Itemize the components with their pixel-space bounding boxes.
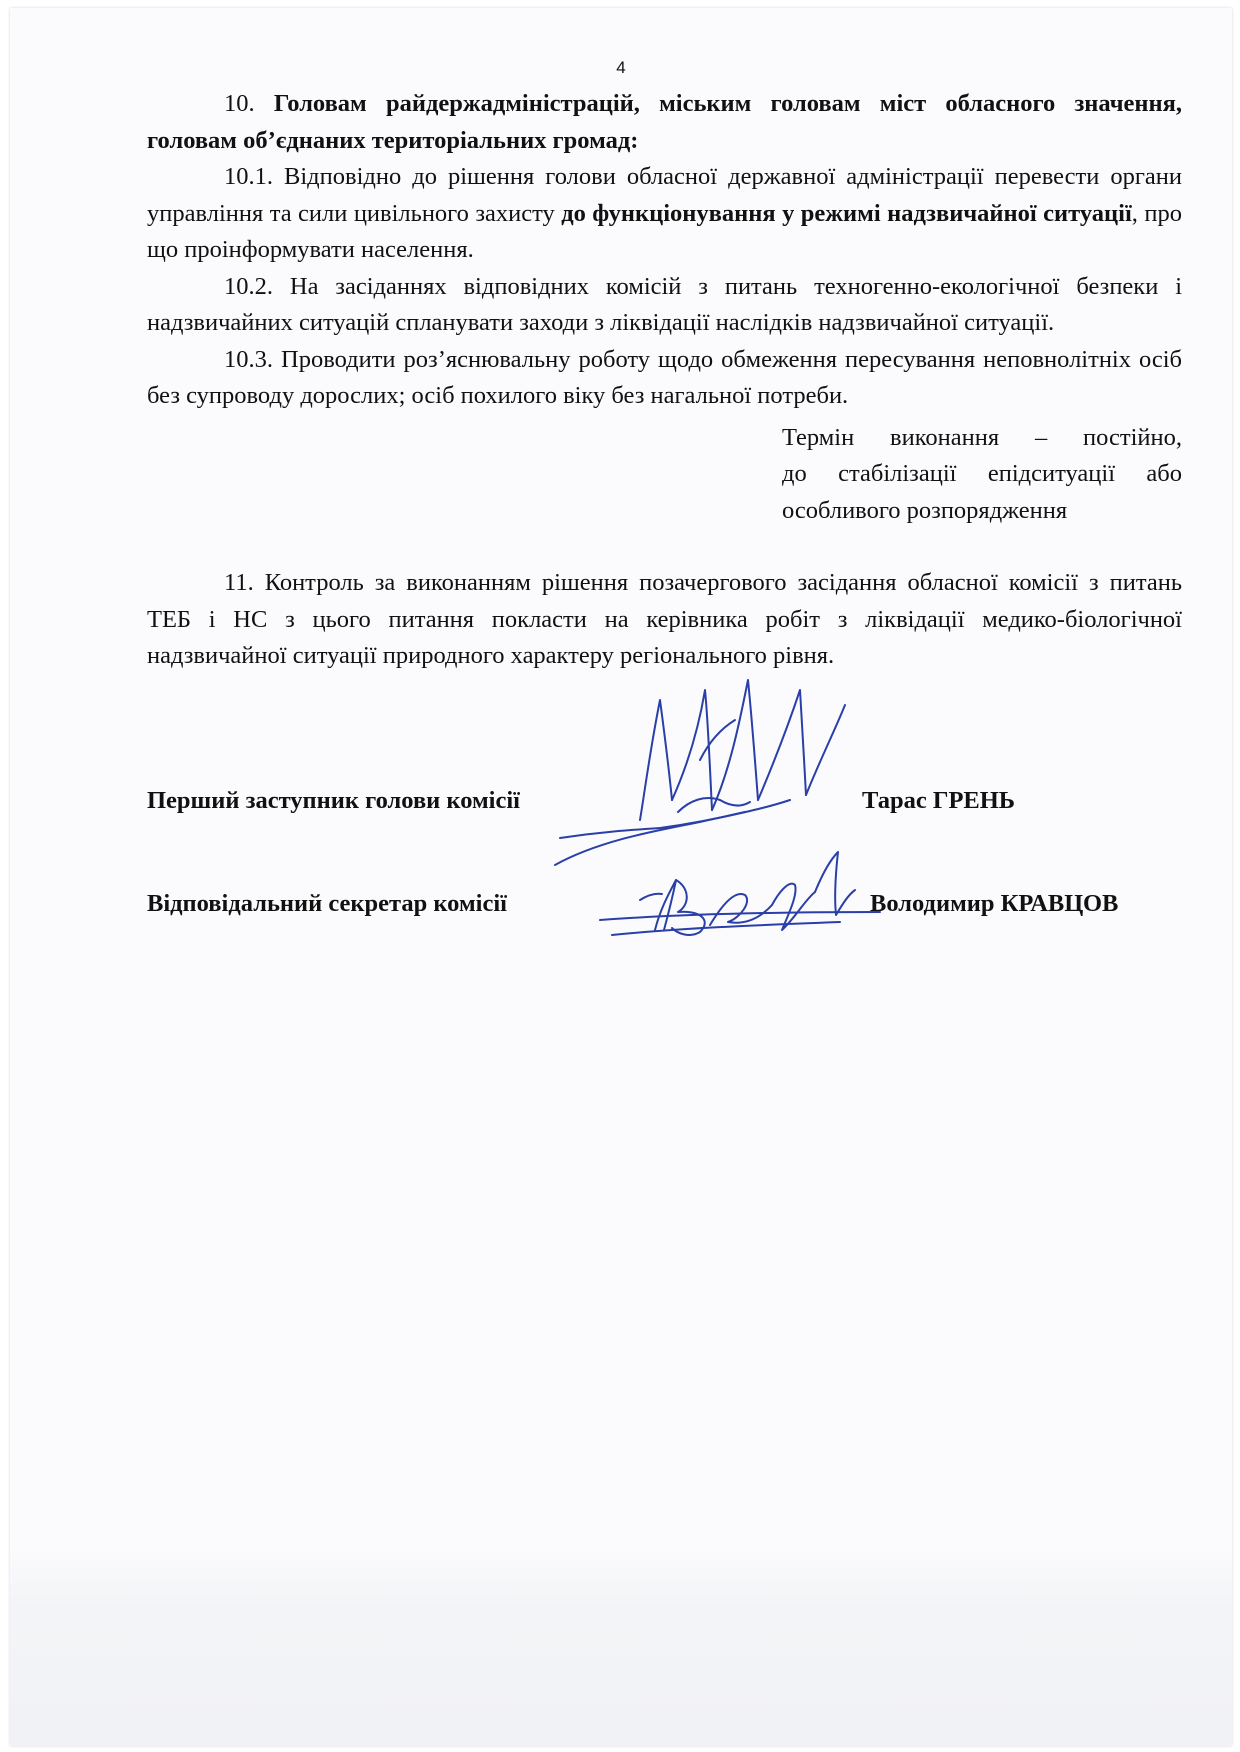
item-10-number: 10. bbox=[224, 90, 255, 117]
item-10-1-text-a: Відповідно до рішення голови обласної державної адміністрації перевести органи управління та сили цивільного захисту bbox=[147, 163, 1182, 227]
deadline-line-1: Термін виконання – постійно, bbox=[782, 423, 1182, 451]
page-number: 4 bbox=[616, 58, 626, 77]
item-10-2-number: 10.2. bbox=[224, 272, 273, 300]
signer-2-position: Відповідальний секретар комісії bbox=[147, 890, 507, 917]
item-10-3-text: Проводити роз’яснювальну роботу щодо обмеження пересування неповнолітніх осіб без супроводу дорослих; осіб похилого віку без нагальної потреби. bbox=[147, 345, 1182, 409]
item-10-1-text-b: , про що проінформувати населення. bbox=[147, 199, 1182, 263]
item-10-2 bbox=[147, 269, 1182, 342]
item-10 bbox=[147, 86, 1182, 159]
deadline-block bbox=[782, 420, 1182, 530]
item-11-text: Контроль за виконанням рішення позачергового засідання обласної комісії з питань ТЕБ і НС з цього питання покласти на керівника робіт з ліквідації медико-біологічної надзвичайної ситуації природного характеру регіонального рівня. bbox=[147, 569, 1182, 669]
item-10-1-text-bold: до функціонування у режимі надзвичайної ситуації bbox=[561, 199, 1132, 227]
item-10-3 bbox=[147, 342, 1182, 415]
item-10-heading: Головам райдержадміністрацій, міським головам міст обласного значення, головам об’єднаних територіальних громад: bbox=[147, 90, 1182, 154]
item-10-1 bbox=[147, 159, 1182, 269]
item-11 bbox=[147, 565, 1182, 675]
item-10-2-text: На засіданнях відповідних комісій з питань техногенно-екологічної безпеки і надзвичайних ситуацій спланувати заходи з ліквідації наслідків надзвичайної ситуації. bbox=[147, 272, 1182, 336]
deadline-line-3: особливого розпорядження bbox=[782, 496, 1068, 524]
document-body bbox=[147, 86, 1182, 675]
item-11-number: 11. bbox=[224, 569, 254, 596]
item-10-3-number: 10.3. bbox=[224, 345, 273, 373]
signer-2-name: Володимир КРАВЦОВ bbox=[870, 890, 1119, 917]
deadline-line-2: до стабілізації епідситуації або bbox=[782, 460, 1182, 487]
item-10-1-number: 10.1. bbox=[224, 163, 273, 190]
signer-1-name: Тарас ГРЕНЬ bbox=[862, 787, 1016, 814]
scan-shading bbox=[10, 1548, 1232, 1746]
signer-1-position: Перший заступник голови комісії bbox=[147, 787, 520, 814]
